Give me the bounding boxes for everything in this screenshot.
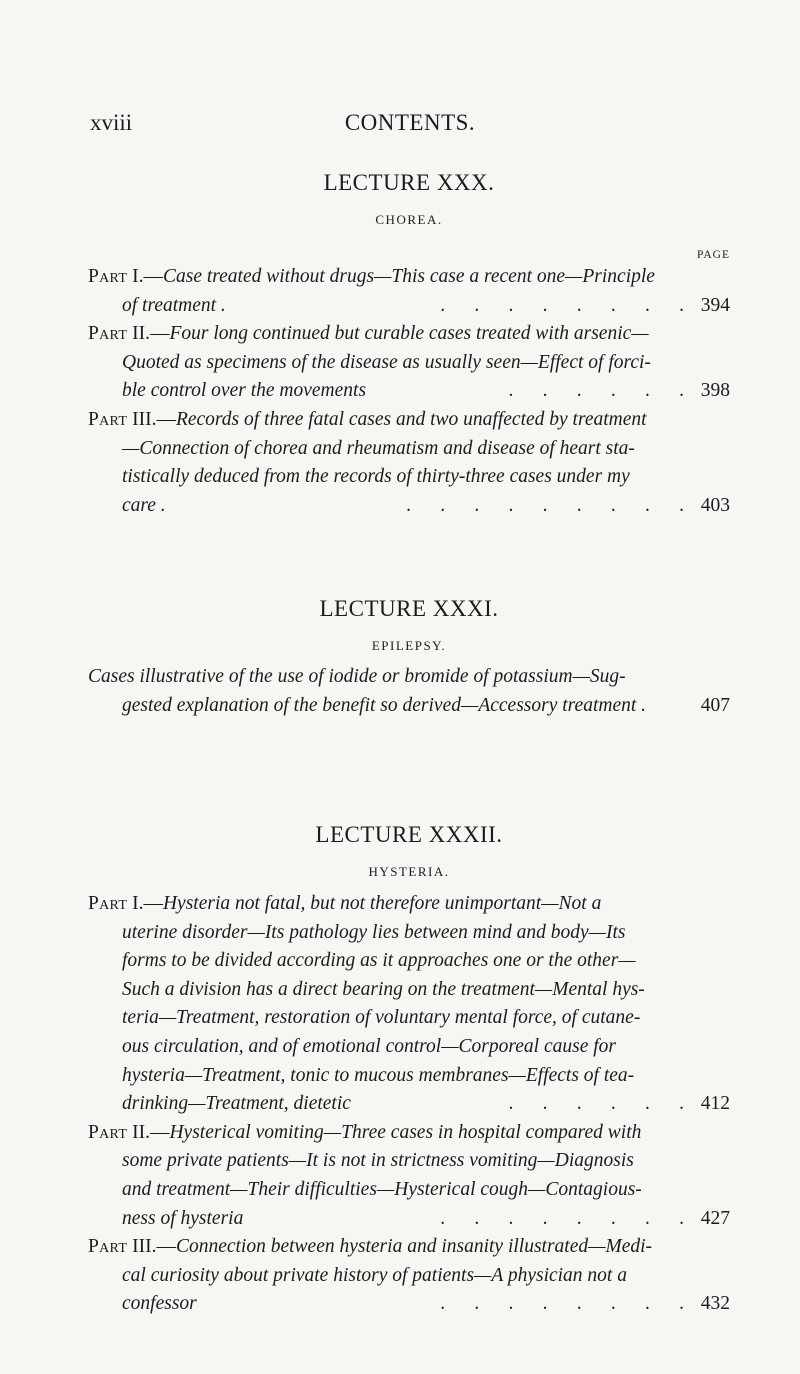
entry-text: Records of three fatal cases and two unaffected by treatment (175, 409, 647, 430)
entry-line (88, 919, 730, 948)
entry-line (88, 692, 730, 721)
entry-text: forms to be divided according as it approaches one or the other— (122, 950, 636, 972)
entry-text: and treatment—Their difficulties—Hysterical cough—Contagious- (122, 1178, 642, 1200)
part-label: Part I.— (88, 266, 163, 287)
entry-line (88, 1233, 730, 1262)
toc-entry[interactable] (88, 890, 730, 1119)
entry-line (88, 1004, 730, 1033)
page-number: 403 (700, 494, 730, 516)
entry-text: Connection between hysteria and insanity illustrated—Medi- (175, 1236, 653, 1258)
entry-line (88, 1090, 730, 1119)
entry-text: ness of hysteria (122, 1207, 244, 1229)
dot-leader: . . . . . . . . (440, 1207, 684, 1229)
page-number: 394 (700, 294, 730, 316)
entry-text: care . (122, 494, 166, 516)
dot-leader: . . . . . . . . . (406, 494, 684, 516)
entry-line (88, 263, 730, 292)
entry-text: some private patients—It is not in strictness vomiting—Diagnosis (122, 1150, 634, 1172)
entry-text: gested explanation of the benefit so derived—Accessory treatment . (122, 694, 647, 716)
entry-line (88, 349, 730, 378)
entry-text: confessor (122, 1293, 197, 1315)
entry-line (88, 492, 730, 521)
entry-line (88, 292, 730, 321)
part-label: Part I.— (88, 893, 163, 914)
dot-leader: . . . . . . . . (440, 294, 684, 316)
lecture-title: LECTURE XXXII. (315, 822, 503, 847)
entry-line (88, 320, 730, 349)
page-number: 412 (700, 1093, 730, 1115)
entry-line (88, 1119, 730, 1148)
entry-text: cal curiosity about private history of patients—A physician not a (122, 1264, 627, 1286)
entry-line (88, 1176, 730, 1205)
toc-entry[interactable] (88, 406, 730, 520)
page-number: 398 (700, 380, 730, 402)
entry-text: uterine disorder—Its pathology lies between mind and body—Its (122, 921, 626, 943)
entry-text: Hysterical vomiting—Three cases in hospital compared with (169, 1121, 642, 1143)
toc-entry[interactable] (88, 1119, 730, 1233)
entry-text: Quoted as specimens of the disease as usually seen—Effect of forci- (122, 351, 651, 373)
page-number: 407 (700, 694, 730, 716)
entry-text: Such a division has a direct bearing on the treatment—Mental hys- (122, 978, 645, 1000)
page-folio: xviii (90, 110, 133, 135)
entry-text: of treatment . (122, 294, 226, 316)
entry-line (88, 947, 730, 976)
entry-text: drinking—Treatment, dietetic (122, 1093, 351, 1115)
lecture-subject: HYSTERIA. (368, 864, 450, 879)
entry-line (88, 1205, 730, 1234)
entry-line (88, 463, 730, 492)
dot-leader: . . . . . . (508, 380, 684, 402)
entry-text: teria—Treatment, restoration of voluntary mental force, of cutane- (122, 1007, 641, 1029)
page-column-label: PAGE (697, 249, 730, 261)
entry-line (88, 406, 730, 435)
lecture-title: LECTURE XXXI. (319, 596, 499, 621)
entry-line (88, 1033, 730, 1062)
entry-text: Four long continued but curable cases treated with arsenic— (169, 323, 649, 345)
entry-line (88, 1262, 730, 1291)
lecture-title: LECTURE XXX. (323, 170, 495, 195)
toc-entry[interactable] (88, 320, 730, 406)
entry-text: tistically deduced from the records of thirty-three cases under my (122, 466, 630, 488)
part-label: Part II.— (88, 323, 170, 345)
entry-text: ous circulation, and of emotional control—Corporeal cause for (122, 1035, 616, 1057)
part-label: Part II.— (88, 1121, 170, 1143)
page-number: 427 (700, 1207, 730, 1229)
entry-text: —Connection of chorea and rheumatism and disease of heart sta- (122, 437, 635, 459)
dot-leader: . . . . . . (508, 1093, 684, 1115)
toc-entry[interactable] (88, 663, 730, 720)
entry-line (88, 1290, 730, 1319)
part-label: Part III.— (88, 409, 176, 430)
entry-line (88, 435, 730, 464)
toc-entry[interactable] (88, 1233, 730, 1319)
lecture-subject: EPILEPSY. (371, 638, 447, 653)
page-number: 432 (700, 1293, 730, 1315)
running-title: CONTENTS. (344, 110, 476, 135)
entry-text: ble control over the movements (122, 380, 367, 402)
entry-line (88, 377, 730, 406)
part-label: Part III.— (88, 1236, 176, 1258)
dot-leader: . . . . . . . . (440, 1293, 684, 1315)
entry-line (88, 1147, 730, 1176)
entry-line (88, 890, 730, 919)
entry-line (88, 976, 730, 1005)
lecture-subject: CHOREA. (375, 212, 443, 227)
toc-entry[interactable] (88, 263, 730, 320)
entry-text: hysteria—Treatment, tonic to mucous membranes—Effects of tea- (122, 1064, 635, 1086)
entry-text: Cases illustrative of the use of iodide or bromide of potassium—Sug- (88, 666, 626, 687)
entry-line (88, 663, 730, 692)
entry-text: Case treated without drugs—This case a recent one—Principle (162, 266, 655, 287)
running-header (90, 110, 730, 140)
entry-line (88, 1062, 730, 1091)
entry-text: Hysteria not fatal, but not therefore unimportant—Not a (162, 893, 602, 914)
